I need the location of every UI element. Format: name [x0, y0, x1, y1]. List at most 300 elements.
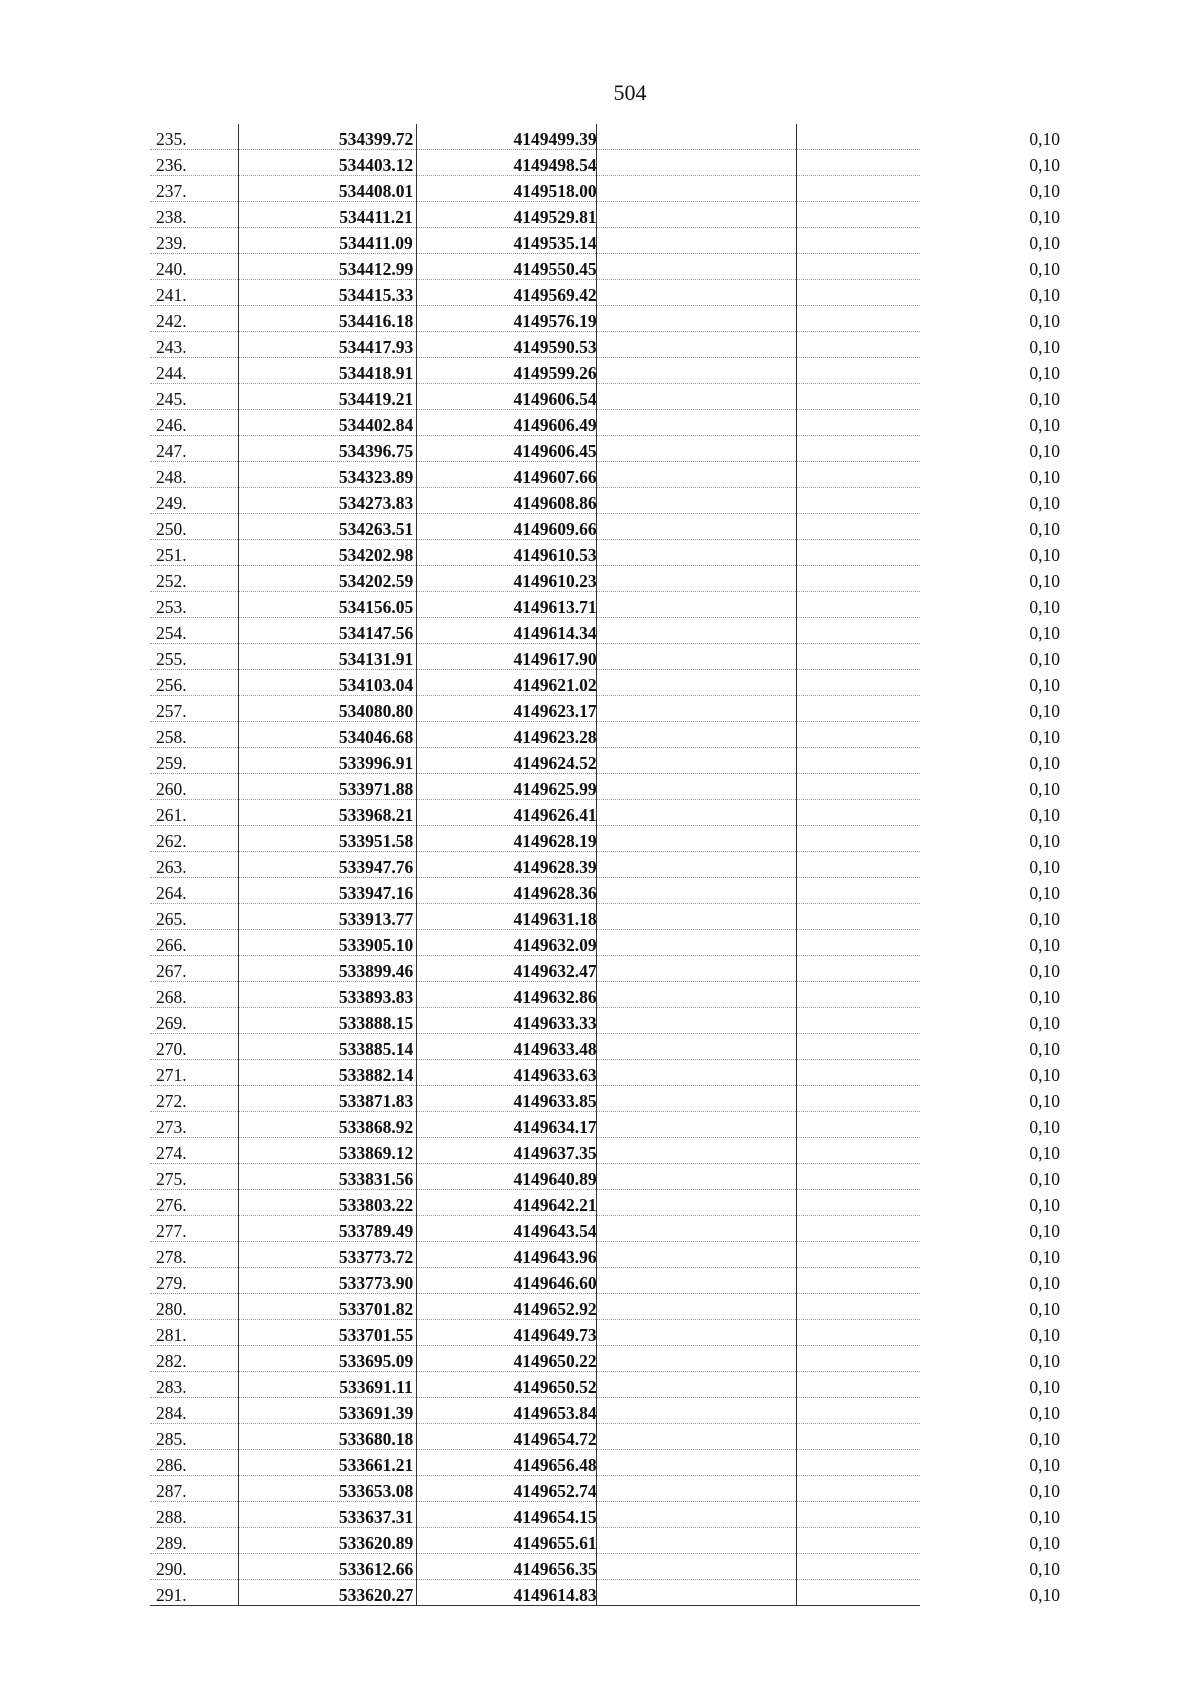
point-number-cell: 273.: [156, 1117, 187, 1137]
value-cell: [846, 826, 1066, 852]
table-row: [150, 332, 1060, 358]
value-text: 0,10: [1029, 441, 1060, 461]
x-coordinate-cell: 533701.82: [338, 1299, 414, 1319]
x-coordinate-cell: 533869.12: [338, 1143, 414, 1163]
value-cell: [846, 150, 1066, 176]
x-coordinate-cell: 533913.77: [338, 909, 414, 929]
table-row: [150, 1060, 1060, 1086]
value-cell: [846, 384, 1066, 410]
point-number-cell: 282.: [156, 1351, 187, 1371]
point-number-cell: 245.: [156, 389, 187, 409]
x-coordinate-cell: 533971.88: [338, 779, 414, 799]
value-text: 0,10: [1029, 467, 1060, 487]
value-text: 0,10: [1029, 1247, 1060, 1267]
value-text: 0,10: [1029, 961, 1060, 981]
table-row: [150, 410, 1060, 436]
point-number-cell: 258.: [156, 727, 187, 747]
value-text: 0,10: [1029, 1403, 1060, 1423]
value-text: 0,10: [1029, 1481, 1060, 1501]
x-coordinate-cell: 534411.09: [339, 233, 413, 253]
y-coordinate-cell: 4149518.00: [513, 181, 597, 201]
y-coordinate-cell: 4149652.92: [513, 1299, 597, 1319]
table-row: [150, 1190, 1060, 1216]
point-number-cell: 242.: [156, 311, 187, 331]
table-row: [150, 1528, 1060, 1554]
y-coordinate-cell: 4149633.33: [513, 1013, 597, 1033]
point-number-cell: 255.: [156, 649, 187, 669]
point-number-cell: 251.: [156, 545, 187, 565]
table-row: [150, 878, 1060, 904]
point-number-cell: 256.: [156, 675, 187, 695]
x-coordinate-cell: 533620.89: [338, 1533, 414, 1553]
value-cell: [846, 566, 1066, 592]
point-number-cell: 272.: [156, 1091, 187, 1111]
y-coordinate-cell: 4149656.35: [513, 1559, 597, 1579]
y-coordinate-cell: 4149621.02: [513, 675, 597, 695]
y-coordinate-cell: 4149650.52: [513, 1377, 597, 1397]
value-cell: [846, 1242, 1066, 1268]
table-row: [150, 748, 1060, 774]
table-row: [150, 1398, 1060, 1424]
value-cell: [846, 254, 1066, 280]
x-coordinate-cell: 533885.14: [338, 1039, 414, 1059]
value-text: 0,10: [1029, 1507, 1060, 1527]
point-number-cell: 249.: [156, 493, 187, 513]
y-coordinate-cell: 4149642.21: [513, 1195, 597, 1215]
value-cell: [846, 358, 1066, 384]
value-cell: [846, 1164, 1066, 1190]
value-cell: [846, 1554, 1066, 1580]
x-coordinate-cell: 534417.93: [338, 337, 414, 357]
value-text: 0,10: [1029, 1065, 1060, 1085]
point-number-cell: 241.: [156, 285, 187, 305]
value-cell: [846, 722, 1066, 748]
y-coordinate-cell: 4149649.73: [513, 1325, 597, 1345]
x-coordinate-cell: 533905.10: [338, 935, 414, 955]
y-coordinate-cell: 4149656.48: [513, 1455, 597, 1475]
x-coordinate-cell: 534408.01: [338, 181, 414, 201]
value-cell: [846, 1424, 1066, 1450]
y-coordinate-cell: 4149633.48: [513, 1039, 597, 1059]
value-text: 0,10: [1029, 1221, 1060, 1241]
x-coordinate-cell: 533789.49: [338, 1221, 414, 1241]
table-row: [150, 1450, 1060, 1476]
value-cell: [846, 202, 1066, 228]
table-row: [150, 1346, 1060, 1372]
y-coordinate-cell: 4149606.49: [513, 415, 597, 435]
value-text: 0,10: [1029, 207, 1060, 227]
table-row: [150, 358, 1060, 384]
value-cell: [846, 618, 1066, 644]
value-cell: [846, 1216, 1066, 1242]
value-text: 0,10: [1029, 181, 1060, 201]
point-number-cell: 250.: [156, 519, 187, 539]
x-coordinate-cell: 534046.68: [338, 727, 414, 747]
value-text: 0,10: [1029, 363, 1060, 383]
x-coordinate-cell: 533871.83: [338, 1091, 414, 1111]
table-row: [150, 436, 1060, 462]
x-coordinate-cell: 533893.83: [338, 987, 414, 1007]
table-row: [150, 592, 1060, 618]
point-number-cell: 254.: [156, 623, 187, 643]
value-text: 0,10: [1029, 1013, 1060, 1033]
x-coordinate-cell: 533773.90: [338, 1273, 414, 1293]
table-row: [150, 202, 1060, 228]
point-number-cell: 274.: [156, 1143, 187, 1163]
point-number-cell: 252.: [156, 571, 187, 591]
x-coordinate-cell: 534147.56: [338, 623, 414, 643]
value-text: 0,10: [1029, 571, 1060, 591]
page-number: 504: [613, 80, 647, 105]
value-text: 0,10: [1029, 1299, 1060, 1319]
y-coordinate-cell: 4149614.83: [513, 1585, 597, 1605]
value-text: 0,10: [1029, 1533, 1060, 1553]
table-row: [150, 1138, 1060, 1164]
y-coordinate-cell: 4149498.54: [513, 155, 597, 175]
table-row: [150, 176, 1060, 202]
value-text: 0,10: [1029, 1325, 1060, 1345]
point-number-cell: 286.: [156, 1455, 187, 1475]
table-row: [150, 1008, 1060, 1034]
point-number-cell: 263.: [156, 857, 187, 877]
x-coordinate-cell: 533691.39: [338, 1403, 414, 1423]
point-number-cell: 260.: [156, 779, 187, 799]
y-coordinate-cell: 4149614.34: [513, 623, 597, 643]
table-row: [150, 1164, 1060, 1190]
value-cell: [846, 1580, 1066, 1606]
value-cell: [846, 1528, 1066, 1554]
point-number-cell: 276.: [156, 1195, 187, 1215]
value-text: 0,10: [1029, 649, 1060, 669]
y-coordinate-cell: 4149610.53: [513, 545, 597, 565]
y-coordinate-cell: 4149607.66: [513, 467, 597, 487]
table-row: [150, 488, 1060, 514]
x-coordinate-cell: 533773.72: [338, 1247, 414, 1267]
point-number-cell: 238.: [156, 207, 187, 227]
table-row: [150, 982, 1060, 1008]
x-coordinate-cell: 533695.09: [338, 1351, 414, 1371]
value-cell: [846, 982, 1066, 1008]
value-text: 0,10: [1029, 727, 1060, 747]
x-coordinate-cell: 534416.18: [338, 311, 414, 331]
table-row: [150, 826, 1060, 852]
point-number-cell: 288.: [156, 1507, 187, 1527]
y-coordinate-cell: 4149609.66: [513, 519, 597, 539]
value-text: 0,10: [1029, 1169, 1060, 1189]
value-text: 0,10: [1029, 1091, 1060, 1111]
x-coordinate-cell: 534273.83: [338, 493, 414, 513]
y-coordinate-cell: 4149626.41: [513, 805, 597, 825]
x-coordinate-cell: 534415.33: [338, 285, 414, 305]
y-coordinate-cell: 4149590.53: [513, 337, 597, 357]
value-cell: [846, 176, 1066, 202]
value-cell: [846, 540, 1066, 566]
y-coordinate-cell: 4149569.42: [513, 285, 597, 305]
point-number-cell: 261.: [156, 805, 187, 825]
table-row: [150, 904, 1060, 930]
table-row: [150, 722, 1060, 748]
y-coordinate-cell: 4149623.28: [513, 727, 597, 747]
y-coordinate-cell: 4149633.63: [513, 1065, 597, 1085]
point-number-cell: 280.: [156, 1299, 187, 1319]
value-cell: [846, 1138, 1066, 1164]
table-row: [150, 150, 1060, 176]
y-coordinate-cell: 4149632.86: [513, 987, 597, 1007]
y-coordinate-cell: 4149550.45: [513, 259, 597, 279]
value-cell: [846, 1476, 1066, 1502]
y-coordinate-cell: 4149655.61: [513, 1533, 597, 1553]
point-number-cell: 257.: [156, 701, 187, 721]
table-row: [150, 566, 1060, 592]
value-cell: [846, 800, 1066, 826]
value-text: 0,10: [1029, 857, 1060, 877]
x-coordinate-cell: 533968.21: [338, 805, 414, 825]
point-number-cell: 247.: [156, 441, 187, 461]
table-row: [150, 1294, 1060, 1320]
y-coordinate-cell: 4149617.90: [513, 649, 597, 669]
y-coordinate-cell: 4149643.54: [513, 1221, 597, 1241]
value-text: 0,10: [1029, 987, 1060, 1007]
value-cell: [846, 1190, 1066, 1216]
table-row: [150, 956, 1060, 982]
point-number-cell: 267.: [156, 961, 187, 981]
table-row: [150, 1320, 1060, 1346]
table-row: [150, 1086, 1060, 1112]
y-coordinate-cell: 4149654.15: [513, 1507, 597, 1527]
table-row: [150, 462, 1060, 488]
table-row: [150, 228, 1060, 254]
y-coordinate-cell: 4149625.99: [513, 779, 597, 799]
value-text: 0,10: [1029, 519, 1060, 539]
point-number-cell: 284.: [156, 1403, 187, 1423]
value-text: 0,10: [1029, 675, 1060, 695]
table-row: [150, 930, 1060, 956]
point-number-cell: 236.: [156, 155, 187, 175]
table-row: [150, 1216, 1060, 1242]
value-cell: [846, 696, 1066, 722]
table-row: [150, 540, 1060, 566]
y-coordinate-cell: 4149608.86: [513, 493, 597, 513]
value-cell: [846, 1398, 1066, 1424]
x-coordinate-cell: 534412.99: [338, 259, 414, 279]
point-number-cell: 265.: [156, 909, 187, 929]
point-number-cell: 248.: [156, 467, 187, 487]
x-coordinate-cell: 534402.84: [338, 415, 414, 435]
x-coordinate-cell: 534403.12: [338, 155, 414, 175]
point-number-cell: 239.: [156, 233, 187, 253]
value-cell: [846, 670, 1066, 696]
point-number-cell: 246.: [156, 415, 187, 435]
value-text: 0,10: [1029, 493, 1060, 513]
value-cell: [846, 1268, 1066, 1294]
table-row: [150, 852, 1060, 878]
value-text: 0,10: [1029, 259, 1060, 279]
value-text: 0,10: [1029, 155, 1060, 175]
y-coordinate-cell: 4149646.60: [513, 1273, 597, 1293]
point-number-cell: 281.: [156, 1325, 187, 1345]
value-cell: [846, 878, 1066, 904]
y-coordinate-cell: 4149631.18: [513, 909, 597, 929]
point-number-cell: 244.: [156, 363, 187, 383]
value-text: 0,10: [1029, 597, 1060, 617]
y-coordinate-cell: 4149653.84: [513, 1403, 597, 1423]
value-text: 0,10: [1029, 1195, 1060, 1215]
x-coordinate-cell: 533612.66: [338, 1559, 414, 1579]
point-number-cell: 287.: [156, 1481, 187, 1501]
table-row: [150, 670, 1060, 696]
point-number-cell: 268.: [156, 987, 187, 1007]
point-number-cell: 262.: [156, 831, 187, 851]
y-coordinate-cell: 4149499.39: [513, 129, 597, 149]
y-coordinate-cell: 4149529.81: [513, 207, 597, 227]
x-coordinate-cell: 533653.08: [338, 1481, 414, 1501]
y-coordinate-cell: 4149613.71: [513, 597, 597, 617]
value-text: 0,10: [1029, 389, 1060, 409]
y-coordinate-cell: 4149628.19: [513, 831, 597, 851]
y-coordinate-cell: 4149623.17: [513, 701, 597, 721]
point-number-cell: 237.: [156, 181, 187, 201]
value-cell: [846, 1294, 1066, 1320]
x-coordinate-cell: 534396.75: [338, 441, 414, 461]
x-coordinate-cell: 534103.04: [338, 675, 414, 695]
value-cell: [846, 280, 1066, 306]
value-cell: [846, 956, 1066, 982]
y-coordinate-cell: 4149640.89: [513, 1169, 597, 1189]
table-row: [150, 800, 1060, 826]
value-cell: [846, 1086, 1066, 1112]
y-coordinate-cell: 4149637.35: [513, 1143, 597, 1163]
x-coordinate-cell: 533831.56: [338, 1169, 414, 1189]
value-text: 0,10: [1029, 1559, 1060, 1579]
point-number-cell: 290.: [156, 1559, 187, 1579]
x-coordinate-cell: 534418.91: [338, 363, 414, 383]
value-text: 0,10: [1029, 883, 1060, 903]
table-row: [150, 1580, 1060, 1606]
table-row: [150, 1034, 1060, 1060]
y-coordinate-cell: 4149634.17: [513, 1117, 597, 1137]
y-coordinate-cell: 4149535.14: [513, 233, 597, 253]
value-text: 0,10: [1029, 285, 1060, 305]
x-coordinate-cell: 533661.21: [338, 1455, 414, 1475]
x-coordinate-cell: 533691.11: [339, 1377, 413, 1397]
table-row: [150, 254, 1060, 280]
value-cell: [846, 332, 1066, 358]
value-cell: [846, 436, 1066, 462]
point-number-cell: 259.: [156, 753, 187, 773]
table-row: [150, 1268, 1060, 1294]
x-coordinate-cell: 533701.55: [338, 1325, 414, 1345]
value-cell: [846, 852, 1066, 878]
table-row: [150, 514, 1060, 540]
x-coordinate-cell: 534080.80: [338, 701, 414, 721]
x-coordinate-cell: 533947.16: [338, 883, 414, 903]
x-coordinate-cell: 533888.15: [338, 1013, 414, 1033]
value-text: 0,10: [1029, 701, 1060, 721]
point-number-cell: 235.: [156, 129, 187, 149]
value-cell: [846, 930, 1066, 956]
x-coordinate-cell: 533996.91: [338, 753, 414, 773]
value-text: 0,10: [1029, 935, 1060, 955]
value-cell: [846, 1034, 1066, 1060]
y-coordinate-cell: 4149606.54: [513, 389, 597, 409]
value-text: 0,10: [1029, 805, 1060, 825]
point-number-cell: 266.: [156, 935, 187, 955]
value-cell: [846, 644, 1066, 670]
table-row: [150, 644, 1060, 670]
value-text: 0,10: [1029, 233, 1060, 253]
value-cell: [846, 124, 1066, 150]
value-text: 0,10: [1029, 623, 1060, 643]
value-text: 0,10: [1029, 1351, 1060, 1371]
value-text: 0,10: [1029, 1117, 1060, 1137]
x-coordinate-cell: 533882.14: [338, 1065, 414, 1085]
value-text: 0,10: [1029, 129, 1060, 149]
value-text: 0,10: [1029, 545, 1060, 565]
x-coordinate-cell: 534419.21: [338, 389, 414, 409]
value-text: 0,10: [1029, 1429, 1060, 1449]
point-number-cell: 253.: [156, 597, 187, 617]
value-cell: [846, 514, 1066, 540]
value-text: 0,10: [1029, 1455, 1060, 1475]
point-number-cell: 277.: [156, 1221, 187, 1241]
y-coordinate-cell: 4149633.85: [513, 1091, 597, 1111]
point-number-cell: 275.: [156, 1169, 187, 1189]
value-text: 0,10: [1029, 1377, 1060, 1397]
value-text: 0,10: [1029, 1143, 1060, 1163]
x-coordinate-cell: 533637.31: [338, 1507, 414, 1527]
value-text: 0,10: [1029, 1039, 1060, 1059]
value-text: 0,10: [1029, 779, 1060, 799]
value-cell: [846, 228, 1066, 254]
point-number-cell: 243.: [156, 337, 187, 357]
table-row: [150, 124, 1060, 150]
x-coordinate-cell: 533951.58: [338, 831, 414, 851]
value-text: 0,10: [1029, 753, 1060, 773]
x-coordinate-cell: 533868.92: [338, 1117, 414, 1137]
point-number-cell: 285.: [156, 1429, 187, 1449]
x-coordinate-cell: 534131.91: [338, 649, 414, 669]
point-number-cell: 291.: [156, 1585, 187, 1605]
y-coordinate-cell: 4149628.36: [513, 883, 597, 903]
point-number-cell: 271.: [156, 1065, 187, 1085]
y-coordinate-cell: 4149576.19: [513, 311, 597, 331]
x-coordinate-cell: 533620.27: [338, 1585, 414, 1605]
y-coordinate-cell: 4149643.96: [513, 1247, 597, 1267]
point-number-cell: 264.: [156, 883, 187, 903]
table-row: [150, 774, 1060, 800]
table-row: [150, 618, 1060, 644]
value-cell: [846, 1450, 1066, 1476]
x-coordinate-cell: 534156.05: [338, 597, 414, 617]
point-number-cell: 289.: [156, 1533, 187, 1553]
point-number-cell: 279.: [156, 1273, 187, 1293]
table-row: [150, 1372, 1060, 1398]
value-text: 0,10: [1029, 1585, 1060, 1605]
x-coordinate-cell: 534263.51: [338, 519, 414, 539]
value-cell: [846, 1320, 1066, 1346]
y-coordinate-cell: 4149628.39: [513, 857, 597, 877]
value-text: 0,10: [1029, 831, 1060, 851]
table-row: [150, 384, 1060, 410]
table-row: [150, 1502, 1060, 1528]
table-row: [150, 1424, 1060, 1450]
y-coordinate-cell: 4149624.52: [513, 753, 597, 773]
x-coordinate-cell: 533803.22: [338, 1195, 414, 1215]
x-coordinate-cell: 534202.98: [338, 545, 414, 565]
point-number-cell: 283.: [156, 1377, 187, 1397]
table-row: [150, 696, 1060, 722]
y-coordinate-cell: 4149632.09: [513, 935, 597, 955]
